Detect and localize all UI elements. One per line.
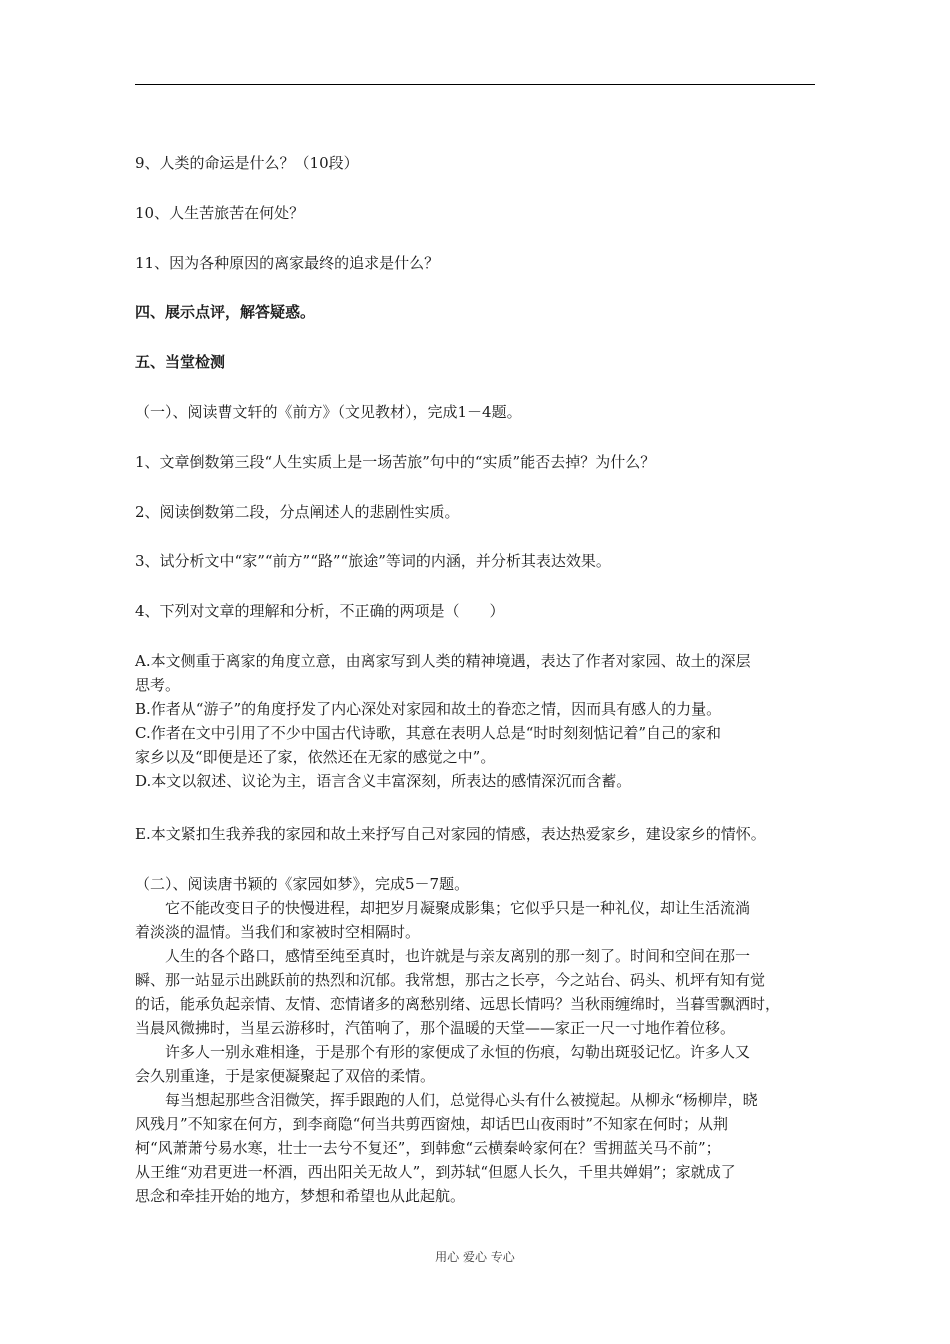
passage-p1-line-2: 着淡淡的温情。当我们和家被时空相隔时。 xyxy=(135,923,421,941)
passage-p4-line-1: 每当想起那些含泪微笑，挥手跟跑的人们，总觉得心头有什么被搅起。从柳永“杨柳岸，晓 xyxy=(165,1091,758,1109)
passage-p4-line-3: 柯“风萧萧兮易水寒，壮士一去兮不复还”，到韩愈“云横秦岭家何在？雪拥蓝关马不前”； xyxy=(135,1139,721,1157)
reading-1-intro: （一）、阅读曹文轩的《前方》（文见教材），完成1－4题。 xyxy=(135,403,522,421)
question-4-options xyxy=(135,649,820,793)
passage-p2-line-4: 当晨风微拂时，当星云游移时，汽笛响了，那个温暖的天堂——家正一尺一寸地作着位移。 xyxy=(135,1019,736,1037)
section-4-heading: 四、展示点评，解答疑惑。 xyxy=(135,303,316,321)
option-b: B.作者从“游子”的角度抒发了内心深处对家园和故土的眷恋之情，因而具有感人的力量。 xyxy=(135,700,722,718)
reading-1-question-1: 1、文章倒数第三段“人生实质上是一场苦旅”句中的“实质”能否去掉？为什么？ xyxy=(135,453,656,471)
passage-p1-line-1: 它不能改变日子的快慢进程，却把岁月凝聚成影集；它似乎只是一种礼仪，却让生活流淌 xyxy=(165,899,751,917)
passage-p2-line-1: 人生的各个路口，感情至纯至真时，也许就是与亲友离别的那一刻了。时间和空间在那一 xyxy=(165,947,751,965)
option-e: E.本文紧扣生我养我的家园和故土来抒写自己对家园的情感，表达热爱家乡，建设家乡的情怀。 xyxy=(135,825,766,843)
option-a-line-2: 思考。 xyxy=(135,676,181,694)
passage-p4-line-2: 风残月”不知家在何方，到李商隐“何当共剪西窗烛，却话巴山夜雨时”不知家在何时；从荆 xyxy=(135,1115,729,1133)
option-a-line-1: A.本文侧重于离家的角度立意，由离家写到人类的精神境遇，表达了作者对家园、故土的深层 xyxy=(135,652,751,670)
option-c-line-1: C.作者在文中引用了不少中国古代诗歌，其意在表明人总是“时时刻刻惦记着”自己的家和 xyxy=(135,724,722,742)
header-rule xyxy=(135,84,815,85)
reading-1-question-4: 4、下列对文章的理解和分析，不正确的两项是（ ） xyxy=(135,602,505,620)
passage-p4-line-4: 从王维“劝君更进一杯酒，西出阳关无故人”，到苏轼“但愿人长久，千里共婵娟”；家就成了 xyxy=(135,1163,736,1181)
reading-1-question-2: 2、阅读倒数第二段，分点阐述人的悲剧性实质。 xyxy=(135,503,460,521)
question-10: 10、人生苦旅苦在何处？ xyxy=(135,204,305,222)
question-11: 11、因为各种原因的离家最终的追求是什么？ xyxy=(135,254,440,272)
passage-p2-line-3: 的话，能承负起亲情、友情、恋情诸多的离愁别绪、远思长情吗？当秋雨缠绵时，当暮雪飘洒时， xyxy=(135,995,781,1013)
reading-2-passage xyxy=(135,896,820,1208)
option-d: D.本文以叙述、议论为主，语言含义丰富深刻，所表达的感情深沉而含蓄。 xyxy=(135,772,632,790)
page-footer: 用心 爱心 专心 xyxy=(435,1250,515,1264)
passage-p3-line-2: 会久别重逢，于是家便凝聚起了双倍的柔情。 xyxy=(135,1067,436,1085)
reading-2-intro: （二）、阅读唐书颖的《家园如梦》，完成5－7题。 xyxy=(135,875,470,893)
option-c-line-2: 家乡以及“即便是还了家，依然还在无家的感觉之中”。 xyxy=(135,748,496,766)
passage-p3-line-1: 许多人一别永难相逢，于是那个有形的家便成了永恒的伤痕，勾勒出斑驳记忆。许多人又 xyxy=(165,1043,751,1061)
question-9: 9、人类的命运是什么？（10段） xyxy=(135,154,359,172)
passage-p4-line-5: 思念和牵挂开始的地方，梦想和希望也从此起航。 xyxy=(135,1187,466,1205)
section-5-heading: 五、当堂检测 xyxy=(135,353,226,371)
passage-p2-line-2: 瞬、那一站显示出跳跃前的热烈和沉郁。我常想，那古之长亭，今之站台、码头、机坪有知有觉 xyxy=(135,971,766,989)
reading-1-question-3: 3、试分析文中“家”“前方”“路”“旅途”等词的内涵，并分析其表达效果。 xyxy=(135,552,611,570)
